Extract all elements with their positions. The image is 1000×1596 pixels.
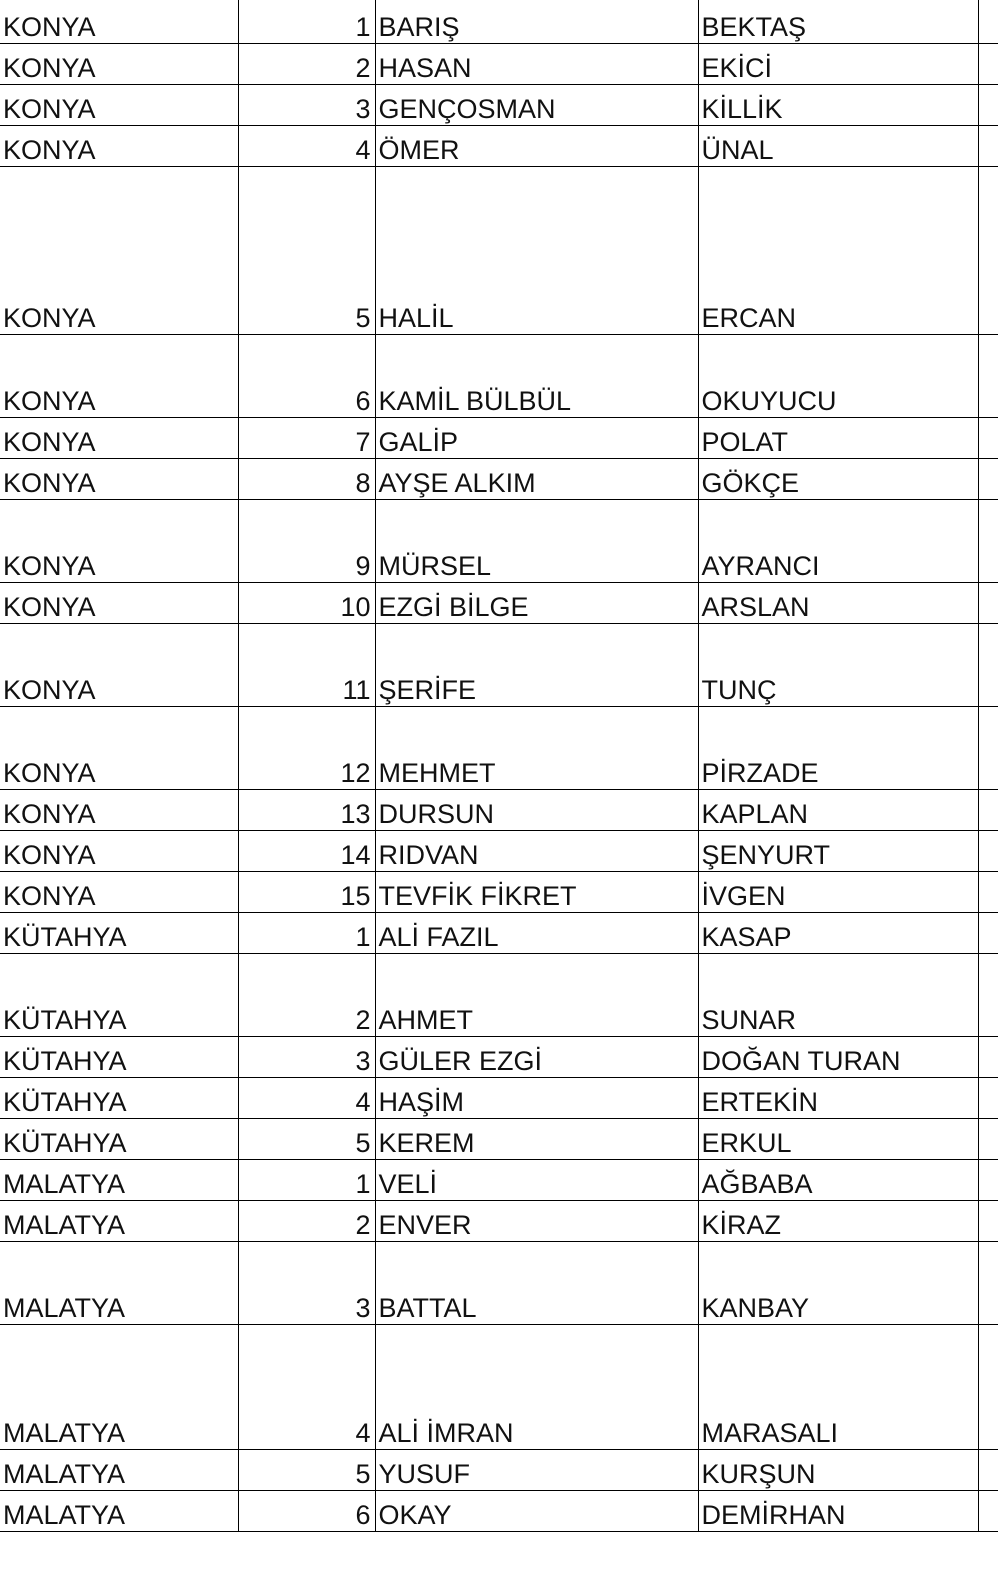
empty-cell[interactable] [978,1241,998,1324]
empty-cell[interactable] [978,582,998,623]
last-name-cell[interactable]: KANBAY [698,1241,978,1324]
city-cell[interactable]: KONYA [0,623,238,706]
table-row [0,1159,998,1200]
last-name-cell[interactable]: KİLLİK [698,84,978,125]
order-number-cell[interactable]: 14 [238,830,375,871]
table-row [0,1118,998,1159]
table-row [0,953,998,1036]
order-number-cell[interactable]: 5 [238,1118,375,1159]
order-number-cell[interactable]: 4 [238,1324,375,1449]
first-name-cell[interactable]: BATTAL [375,1241,698,1324]
order-number-cell[interactable]: 15 [238,871,375,912]
empty-cell[interactable] [978,84,998,125]
first-name-cell[interactable]: HALİL [375,166,698,334]
last-name-cell[interactable]: AYRANCI [698,499,978,582]
table-row [0,43,998,84]
first-name-cell[interactable]: GÜLER EZGİ [375,1036,698,1077]
last-name-cell[interactable]: KURŞUN [698,1449,978,1490]
first-name-cell[interactable]: GALİP [375,417,698,458]
last-name-cell[interactable]: KAPLAN [698,789,978,830]
order-number-cell[interactable]: 11 [238,623,375,706]
empty-cell[interactable] [978,0,998,43]
table-row [0,1241,998,1324]
order-number-cell[interactable]: 8 [238,458,375,499]
last-name-cell[interactable]: ÜNAL [698,125,978,166]
first-name-cell[interactable]: MÜRSEL [375,499,698,582]
city-cell[interactable]: KONYA [0,43,238,84]
last-name-cell[interactable]: POLAT [698,417,978,458]
empty-cell[interactable] [978,1118,998,1159]
first-name-cell[interactable]: ALİ İMRAN [375,1324,698,1449]
empty-cell[interactable] [978,1036,998,1077]
last-name-cell[interactable]: ŞENYURT [698,830,978,871]
order-number-cell[interactable]: 1 [238,912,375,953]
empty-cell[interactable] [978,953,998,1036]
last-name-cell[interactable]: ERTEKİN [698,1077,978,1118]
table-row [0,1036,998,1077]
table-row [0,1077,998,1118]
first-name-cell[interactable]: RIDVAN [375,830,698,871]
order-number-cell[interactable]: 3 [238,1036,375,1077]
empty-cell[interactable] [978,125,998,166]
city-cell[interactable]: KÜTAHYA [0,912,238,953]
city-cell[interactable]: KONYA [0,84,238,125]
city-cell[interactable]: KONYA [0,334,238,417]
city-cell[interactable]: KÜTAHYA [0,1036,238,1077]
city-cell[interactable]: KONYA [0,0,238,43]
empty-cell[interactable] [978,706,998,789]
last-name-cell[interactable]: OKUYUCU [698,334,978,417]
city-cell[interactable]: MALATYA [0,1241,238,1324]
table-row [0,1324,998,1449]
last-name-cell[interactable]: AĞBABA [698,1159,978,1200]
first-name-cell[interactable]: AYŞE ALKIM [375,458,698,499]
empty-cell[interactable] [978,334,998,417]
first-name-cell[interactable]: GENÇOSMAN [375,84,698,125]
order-number-cell[interactable]: 9 [238,499,375,582]
empty-cell[interactable] [978,499,998,582]
first-name-cell[interactable]: MEHMET [375,706,698,789]
empty-cell[interactable] [978,166,998,334]
table-row [0,1490,998,1531]
last-name-cell[interactable]: DEMİRHAN [698,1490,978,1531]
empty-cell[interactable] [978,623,998,706]
first-name-cell[interactable]: OKAY [375,1490,698,1531]
first-name-cell[interactable]: ALİ FAZIL [375,912,698,953]
order-number-cell[interactable]: 1 [238,0,375,43]
order-number-cell[interactable]: 6 [238,1490,375,1531]
last-name-cell[interactable]: ERCAN [698,166,978,334]
table-row [0,84,998,125]
table-row [0,125,998,166]
table-row [0,0,998,43]
last-name-cell[interactable]: MARASALI [698,1324,978,1449]
empty-cell[interactable] [978,43,998,84]
last-name-cell[interactable]: PİRZADE [698,706,978,789]
empty-cell[interactable] [978,871,998,912]
city-cell[interactable]: KONYA [0,499,238,582]
last-name-cell[interactable]: ERKUL [698,1118,978,1159]
table-row [0,458,998,499]
table-row [0,582,998,623]
city-cell[interactable]: MALATYA [0,1200,238,1241]
order-number-cell[interactable]: 7 [238,417,375,458]
first-name-cell[interactable]: BARIŞ [375,0,698,43]
last-name-cell[interactable]: KASAP [698,912,978,953]
table-row [0,871,998,912]
table-row [0,1200,998,1241]
city-cell[interactable]: MALATYA [0,1490,238,1531]
first-name-cell[interactable]: YUSUF [375,1449,698,1490]
first-name-cell[interactable]: ENVER [375,1200,698,1241]
table-row [0,912,998,953]
table-row [0,830,998,871]
last-name-cell[interactable]: SUNAR [698,953,978,1036]
city-cell[interactable]: KÜTAHYA [0,1118,238,1159]
table-row [0,166,998,334]
order-number-cell[interactable]: 2 [238,43,375,84]
order-number-cell[interactable]: 5 [238,1449,375,1490]
city-cell[interactable]: KONYA [0,166,238,334]
order-number-cell[interactable]: 4 [238,1077,375,1118]
table-row [0,499,998,582]
first-name-cell[interactable]: ŞERİFE [375,623,698,706]
order-number-cell[interactable]: 13 [238,789,375,830]
last-name-cell[interactable]: KİRAZ [698,1200,978,1241]
city-cell[interactable]: KÜTAHYA [0,953,238,1036]
last-name-cell[interactable]: TUNÇ [698,623,978,706]
order-number-cell[interactable]: 2 [238,953,375,1036]
first-name-cell[interactable]: HAŞİM [375,1077,698,1118]
first-name-cell[interactable]: KAMİL BÜLBÜL [375,334,698,417]
empty-cell[interactable] [978,912,998,953]
empty-cell[interactable] [978,1200,998,1241]
city-cell[interactable]: KONYA [0,582,238,623]
order-number-cell[interactable]: 6 [238,334,375,417]
city-cell[interactable]: KONYA [0,417,238,458]
table-row [0,706,998,789]
city-cell[interactable]: KONYA [0,871,238,912]
table-row [0,334,998,417]
empty-cell[interactable] [978,830,998,871]
last-name-cell[interactable]: BEKTAŞ [698,0,978,43]
first-name-cell[interactable]: KEREM [375,1118,698,1159]
order-number-cell[interactable]: 10 [238,582,375,623]
last-name-cell[interactable]: ARSLAN [698,582,978,623]
order-number-cell[interactable]: 4 [238,125,375,166]
order-number-cell[interactable]: 3 [238,1241,375,1324]
order-number-cell[interactable]: 3 [238,84,375,125]
order-number-cell[interactable]: 5 [238,166,375,334]
table-row [0,417,998,458]
order-number-cell[interactable]: 2 [238,1200,375,1241]
empty-cell[interactable] [978,1324,998,1449]
last-name-cell[interactable]: DOĞAN TURAN [698,1036,978,1077]
order-number-cell[interactable]: 1 [238,1159,375,1200]
city-cell[interactable]: KONYA [0,789,238,830]
last-name-cell[interactable]: GÖKÇE [698,458,978,499]
empty-cell[interactable] [978,1077,998,1118]
first-name-cell[interactable]: VELİ [375,1159,698,1200]
last-name-cell[interactable]: İVGEN [698,871,978,912]
first-name-cell[interactable]: EZGİ BİLGE [375,582,698,623]
city-cell[interactable]: MALATYA [0,1159,238,1200]
city-cell[interactable]: MALATYA [0,1324,238,1449]
city-cell[interactable]: MALATYA [0,1449,238,1490]
city-cell[interactable]: KONYA [0,706,238,789]
empty-cell[interactable] [978,789,998,830]
table-row [0,789,998,830]
first-name-cell[interactable]: TEVFİK FİKRET [375,871,698,912]
city-cell[interactable]: KÜTAHYA [0,1077,238,1118]
city-cell[interactable]: KONYA [0,458,238,499]
city-cell[interactable]: KONYA [0,125,238,166]
table-row [0,1449,998,1490]
first-name-cell[interactable]: ÖMER [375,125,698,166]
empty-cell[interactable] [978,417,998,458]
empty-cell[interactable] [978,1449,998,1490]
first-name-cell[interactable]: HASAN [375,43,698,84]
first-name-cell[interactable]: DURSUN [375,789,698,830]
city-cell[interactable]: KONYA [0,830,238,871]
table-row [0,623,998,706]
empty-cell[interactable] [978,1159,998,1200]
first-name-cell[interactable]: AHMET [375,953,698,1036]
empty-cell[interactable] [978,458,998,499]
order-number-cell[interactable]: 12 [238,706,375,789]
last-name-cell[interactable]: EKİCİ [698,43,978,84]
empty-cell[interactable] [978,1490,998,1531]
